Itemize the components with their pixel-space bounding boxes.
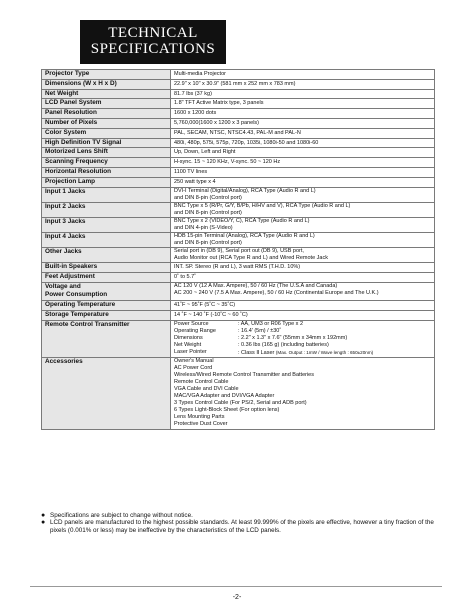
spec-value-text: and DIN 4-pin (S-Video) [174, 224, 233, 231]
spec-label-text: LCD Panel System [45, 99, 102, 107]
spec-label-text: Other Jacks [45, 247, 82, 255]
spec-row [42, 148, 435, 158]
remote-spec-value [238, 335, 432, 342]
spec-label [42, 79, 171, 89]
accessory-item: Protective Dust Cover [174, 421, 228, 428]
spec-row [42, 217, 435, 232]
spec-label-text: Input 2 Jacks [45, 202, 86, 210]
spec-label-text: Built-in Speakers [45, 263, 98, 271]
accessory-item: MAC/VGA Adapter and DVI/VGA Adapter [174, 393, 275, 400]
spec-label-text: Color System [45, 128, 87, 136]
spec-label-text: Storage Temperature [45, 311, 109, 319]
accessory-item: Owner's Manual [174, 358, 214, 365]
spec-value [171, 158, 435, 168]
spec-label [42, 217, 171, 232]
spec-label [42, 232, 171, 247]
spec-row [42, 202, 435, 217]
spec-value [171, 128, 435, 138]
spec-value-text: 0˚ to 5.7˚ [174, 273, 197, 280]
spec-value-text: 14 ˚F ~ 140 ˚F (-10˚C ~ 60 ˚C) [174, 312, 248, 319]
spec-row [42, 282, 435, 301]
accessory-item: Lens Mounting Parts [174, 414, 225, 421]
spec-row [42, 311, 435, 321]
spec-row [42, 118, 435, 128]
spec-label [42, 187, 171, 202]
spec-value-text: 22.9" x 10" x 30.9" (581 mm x 252 mm x 783 mm) [174, 80, 296, 87]
spec-label [42, 202, 171, 217]
section-title-line1: TECHNICAL [108, 25, 198, 41]
spec-label [42, 320, 171, 357]
spec-label-text: Input 4 Jacks [45, 232, 86, 240]
accessory-item: AC Power Cord [174, 365, 213, 372]
spec-row [42, 187, 435, 202]
spec-label [42, 89, 171, 99]
spec-value [171, 301, 435, 311]
spec-value-text: Multi-media Projector [174, 71, 226, 77]
remote-spec-line [174, 328, 432, 335]
spec-value [171, 89, 435, 99]
accessory-item: 6 Types Light-Block Sheet (For option lens) [174, 407, 280, 414]
spec-value-text: 1600 x 1200 dots [174, 110, 217, 117]
spec-value [171, 70, 435, 80]
bullet-icon: ● [41, 519, 46, 527]
spec-value [171, 118, 435, 128]
accessory-item: VGA Cable and DVI Cable [174, 386, 239, 393]
spec-row-remote [42, 320, 435, 357]
spec-value-text: 1.8" TFT Active Matrix type, 3 panels [174, 100, 264, 107]
spec-value [171, 358, 435, 429]
remote-spec-value-text: : 0.36 lbs (165 g) (including batteries) [238, 341, 329, 348]
spec-value [171, 109, 435, 119]
bullet-icon: ● [41, 512, 46, 519]
spec-label [42, 128, 171, 138]
spec-label [42, 138, 171, 148]
spec-value [171, 272, 435, 282]
spec-label-text: Voltage and [45, 282, 81, 290]
remote-spec-value [238, 328, 432, 335]
spec-row [42, 158, 435, 168]
specifications-table [41, 69, 435, 430]
spec-value [171, 99, 435, 109]
spec-value-text: 250 watt type x 4 [174, 178, 216, 185]
spec-label [42, 263, 171, 273]
page-number: -2- [232, 594, 242, 601]
spec-value-text: 5,760,000(1600 x 1200 x 3 panels) [174, 119, 260, 126]
spec-label-text: Input 3 Jacks [45, 217, 86, 225]
spec-value-text: AC 200 ~ 240 V (7.5 A Max. Ampere), 50 / 60 Hz (Continental Europe and The U.K.) [174, 289, 379, 296]
spec-label [42, 167, 171, 177]
spec-value [171, 167, 435, 177]
spec-label-text: Accessories [45, 358, 83, 366]
spec-label-text: Motorized Lens Shift [45, 148, 108, 156]
remote-spec-value-text: : 2.2" x 1.3" x 7.6" (55mm x 34mm x 192mm) [238, 334, 348, 341]
spec-value-text: and DIN 8-pin (Control port) [174, 209, 242, 216]
spec-label [42, 272, 171, 282]
notes-section [41, 512, 441, 534]
spec-label [42, 148, 171, 158]
remote-spec-key: Laser Pointer [174, 349, 207, 355]
spec-value-text: 480i, 480p, 575i, 575p, 720p, 1035i, 1080i-50 and 1080i-60 [174, 139, 319, 146]
spec-value-text: H-sync. 15 ~ 120 KHz, V-sync. 50 ~ 120 Hz [174, 159, 281, 166]
remote-spec-line [174, 349, 432, 357]
spec-value [171, 247, 435, 262]
remote-spec-value-text: : 16.4' (5m) / ±30˚ [238, 327, 282, 334]
spec-label [42, 70, 171, 80]
spec-value [171, 148, 435, 158]
spec-value-text: Up, Down, Left and Right [174, 149, 236, 156]
spec-label [42, 109, 171, 119]
spec-label [42, 247, 171, 262]
spec-value-text: DVI-I Terminal (Digital/Analog), RCA Type (Audio R and L) [174, 187, 316, 194]
spec-label [42, 282, 171, 301]
spec-row-accessories [42, 358, 435, 429]
spec-row [42, 138, 435, 148]
note-item [41, 512, 441, 519]
spec-label-text: Number of Pixels [45, 118, 98, 126]
spec-row [42, 263, 435, 273]
spec-value-text: HDB 15-pin Terminal (Analog), RCA Type (Audio R and L) [174, 232, 315, 239]
spec-label-text: Net Weight [45, 89, 79, 97]
spec-value-text: and DIN 8-pin (Control port) [174, 239, 242, 246]
spec-label [42, 158, 171, 168]
note-item [41, 519, 441, 534]
spec-value [171, 177, 435, 187]
remote-spec-key: Dimensions [174, 334, 203, 341]
spec-value [171, 217, 435, 232]
remote-spec-key: Net Weight [174, 341, 202, 348]
remote-spec-line [174, 321, 432, 328]
remote-spec-line [174, 342, 432, 349]
spec-label-text: Projector Type [45, 70, 90, 77]
spec-label-text: Dimensions (W x H x D) [45, 79, 117, 87]
footer-divider [30, 586, 442, 587]
spec-row [42, 89, 435, 99]
spec-label-text: Input 1 Jacks [45, 187, 86, 195]
spec-value [171, 232, 435, 247]
spec-label-text: Feet Adjustment [45, 272, 95, 280]
accessory-item: Remote Control Cable [174, 379, 229, 386]
specifications-table-body [42, 70, 435, 430]
spec-value-text: and DIN 8-pin (Control port) [174, 194, 242, 201]
spec-label [42, 118, 171, 128]
spec-label-text: Remote Control Transmitter [45, 320, 130, 328]
remote-spec-extra: (Max. Output : 1mW / Wave length : 650±20nm) [275, 350, 374, 355]
spec-row [42, 109, 435, 119]
spec-row [42, 301, 435, 311]
spec-label [42, 358, 171, 429]
spec-value-text: AC 120 V (12 A Max. Ampere), 50 / 60 Hz (The U.S.A and Canada) [174, 282, 338, 289]
spec-label-text: Operating Temperature [45, 301, 116, 309]
spec-value [171, 311, 435, 321]
spec-value-text: 41˚F ~ 95˚F (5˚C ~ 35˚C) [174, 302, 236, 309]
note-text: Specifications are subject to change without notice. [50, 512, 193, 519]
section-title [80, 20, 226, 64]
spec-label-text: Panel Resolution [45, 109, 97, 117]
spec-value-text: Serial port in (DB 9), Serial port out (DB 9), USB port, [174, 247, 304, 254]
spec-value-text: BNC Type x 2 (VIDEO/Y, C), RCA Type (Audio R and L) [174, 217, 310, 224]
spec-value-text: 1100 TV lines [174, 168, 208, 175]
spec-value [171, 79, 435, 89]
spec-label-text: High Definition TV Signal [45, 138, 122, 146]
spec-value [171, 320, 435, 357]
remote-spec-value [238, 349, 432, 357]
spec-value-text: BNC Type x 5 (R/Pr, G/Y, B/Pb, H/HV and V), RCA Type (Audio R and L) [174, 202, 351, 209]
remote-spec-key: Power Source [174, 320, 209, 327]
spec-row [42, 177, 435, 187]
remote-spec-line [174, 335, 432, 342]
spec-value-text: PAL, SECAM, NTSC, NTSC4.43, PAL-M and PAL-N [174, 129, 301, 136]
remote-spec-value [238, 321, 432, 328]
spec-label [42, 311, 171, 321]
spec-value [171, 202, 435, 217]
spec-value-text: Audio Monitor out (RCA Type R and L) and Wired Remote Jack [174, 254, 328, 261]
spec-row [42, 272, 435, 282]
spec-row [42, 70, 435, 80]
remote-spec-key: Operating Range [174, 327, 216, 334]
spec-value [171, 187, 435, 202]
spec-value [171, 138, 435, 148]
spec-value [171, 282, 435, 301]
spec-value [171, 263, 435, 273]
spec-label-text: Projection Lamp [45, 177, 96, 185]
spec-label [42, 177, 171, 187]
spec-row [42, 99, 435, 109]
spec-label [42, 301, 171, 311]
spec-label-text: Scanning Frequency [45, 158, 108, 166]
spec-label-text: Power Consumption [45, 291, 108, 299]
remote-spec-value-text: : AA, UM3 or R06 Type x 2 [238, 320, 304, 327]
section-title-line2: SPECIFICATIONS [90, 41, 216, 57]
spec-value-text: INT. SP. Stereo (R and L), 3 watt RMS (T.H.D. 10%) [174, 264, 301, 271]
spec-row [42, 247, 435, 262]
spec-label [42, 99, 171, 109]
spec-row [42, 167, 435, 177]
spec-label-text: Horizontal Resolution [45, 167, 112, 175]
spec-row [42, 232, 435, 247]
spec-row [42, 128, 435, 138]
spec-row [42, 79, 435, 89]
accessory-item: Wireless/Wired Remote Control Transmitter and Batteries [174, 372, 314, 379]
remote-spec-value-text: : Class Ⅱ Laser [238, 350, 275, 356]
spec-value-text: 81.7 lbs (37 kg) [174, 90, 212, 97]
note-text: LCD panels are manufactured to the highest possible standards. At least 99.999% of the pixels are effective, however a tiny fraction of the pixels (0.001% or less) may be ineffective by the characteristics of the LCD panels. [50, 519, 434, 534]
accessory-item: 3 Types Control Cable (For PS/2, Serial and ADB port) [174, 400, 307, 407]
remote-spec-value [238, 342, 432, 349]
